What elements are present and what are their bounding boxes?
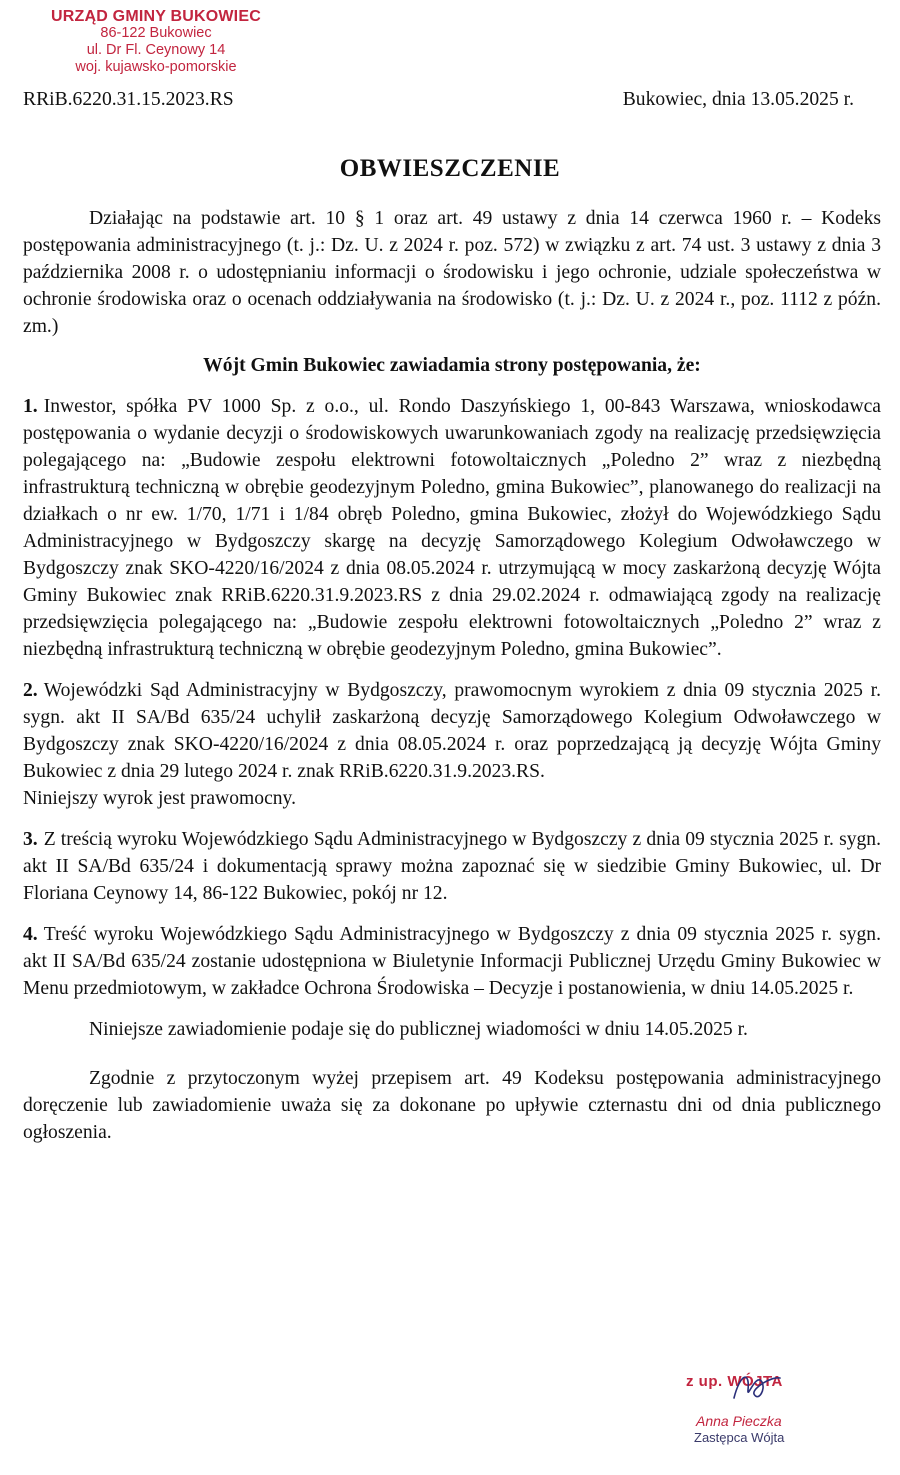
item-number: 4. [23,924,38,945]
list-item [23,677,881,785]
signature-name: Anna Pieczka [696,1413,782,1429]
signature-prefix: z up. WÓJTA [686,1373,783,1390]
item-text: Inwestor, spółka PV 1000 Sp. z o.o., ul. Rondo Daszyńskiego 1, 00-843 Warszawa, wnioskodawca postępowania o wydanie decyzji o środowiskowych uwarunkowaniach zgody na realizację przedsięwzięcia polegającego na: „Budowie zespołu elektrowni fotowoltaicznych „Poledno 2” wraz z niezbędną infrastrukturą techniczną w obrębie geodezyjnym Poledno, gmina Bukowiec”, planowanego do realizacji na działkach o nr ew. 1/70, 1/71 i 1/84 obręb Poledno, gmina Bukowiec, złożył do Wojewódzkiego Sądu Administracyjnego w Bydgoszczy skargę na decyzję Samorządowego Kolegium Odwoławczego w Bydgoszczy znak SKO-4220/16/2024 z dnia 08.05.2024 r. utrzymującą w mocy zaskarżoną decyzję Wójta Gminy Bukowiec znak RRiB.6220.31.9.2023.RS z dnia 29.02.2024 r. odmawiającą zgody na realizację przedsięwzięcia polegającego na: „Budowie zespołu elektrowni fotowoltaicznych „Poledno 2” wraz z niezbędną infrastrukturą techniczną w obrębie geodezyjnym Poledno, gmina Bukowiec”. [23,396,881,660]
item-text: Z treścią wyroku Wojewódzkiego Sądu Administracyjnego w Bydgoszczy z dnia 09 stycznia 2025 r. sygn. akt II SA/Bd 635/24 i dokumentacją sprawy można zapoznać się w siedzibie Gminy Bukowiec, ul. Dr Floriana Ceynowy 14, 86-122 Bukowiec, pokój nr 12. [23,829,881,904]
document-body [23,205,881,1146]
intro-paragraph: Działając na podstawie art. 10 § 1 oraz art. 49 ustawy z dnia 14 czerwca 1960 r. – Kodeks postępowania administracyjnego (t. j.: Dz. U. z 2024 r. poz. 572) w związku z art. 74 ust. 3 ustawy z dnia 3 października 2008 r. o udostępnianiu informacji o środowisku i jego ochronie, udziale społeczeństwa w ochronie środowiska oraz o ocenach oddziaływania na środowisko (t. j.: Dz. U. z 2024 r., poz. 1112 z późn. zm.) [23,208,881,337]
stamp-region: woj. kujawsko-pomorskie [75,59,237,75]
document-title: OBWIESZCZENIE [339,155,561,182]
handwritten-signature-icon [728,1364,788,1408]
item-number: 3. [23,829,38,850]
item-number: 1. [23,396,38,417]
stamp-street: ul. Dr Fl. Ceynowy 14 [86,42,226,58]
lead-heading: Wójt Gmin Bukowiec zawiadamia strony postępowania, że: [203,355,701,376]
item-text: Wojewódzki Sąd Administracyjny w Bydgoszczy, prawomocnym wyrokiem z dnia 09 stycznia 2025 r. sygn. akt II SA/Bd 635/24 uchylił zaskarżoną decyzję Samorządowego Kolegium Odwoławczego w Bydgoszczy znak SKO-4220/16/2024 z dnia 08.05.2024 r. oraz poprzedzającą ją decyzję Wójta Gminy Bukowiec z dnia 29 lutego 2024 r. znak RRiB.6220.31.9.2023.RS. [23,680,881,782]
list-item [23,393,881,663]
stamp-postal: 86-122 Bukowiec [100,25,212,41]
notice-paragraph: Niniejsze zawiadomienie podaje się do publicznej wiadomości w dniu 14.05.2025 r. [89,1019,748,1040]
signature-role: Zastępca Wójta [694,1430,785,1445]
place-date: Bukowiec, dnia 13.05.2025 r. [622,89,854,110]
closing-paragraph: Zgodnie z przytoczonym wyżej przepisem art. 49 Kodeksu postępowania administracyjnego doręczenie lub zawiadomienie uważa się za dokonane po upływie czternastu dni od dnia publicznego ogłoszenia. [23,1068,881,1143]
list-item [23,826,881,907]
item-number: 2. [23,680,38,701]
item-text: Treść wyroku Wojewódzkiego Sądu Administracyjnego w Bydgoszczy z dnia 09 stycznia 2025 r. sygn. akt II SA/Bd 635/24 zostanie udostępniona w Biuletynie Informacji Publicznej Urzędu Gminy Bukowiec w Menu przedmiotowym, w zakładce Ochrona Środowiska – Decyzje i postanowienia, w dniu 14.05.2025 r. [23,924,881,999]
item-extra-text: Niniejszy wyrok jest prawomocny. [23,788,296,809]
reference-number: RRiB.6220.31.15.2023.RS [23,89,234,110]
list-item [23,921,881,1002]
stamp-office-name: URZĄD GMINY BUKOWIEC [51,8,261,25]
office-stamp [26,8,286,76]
